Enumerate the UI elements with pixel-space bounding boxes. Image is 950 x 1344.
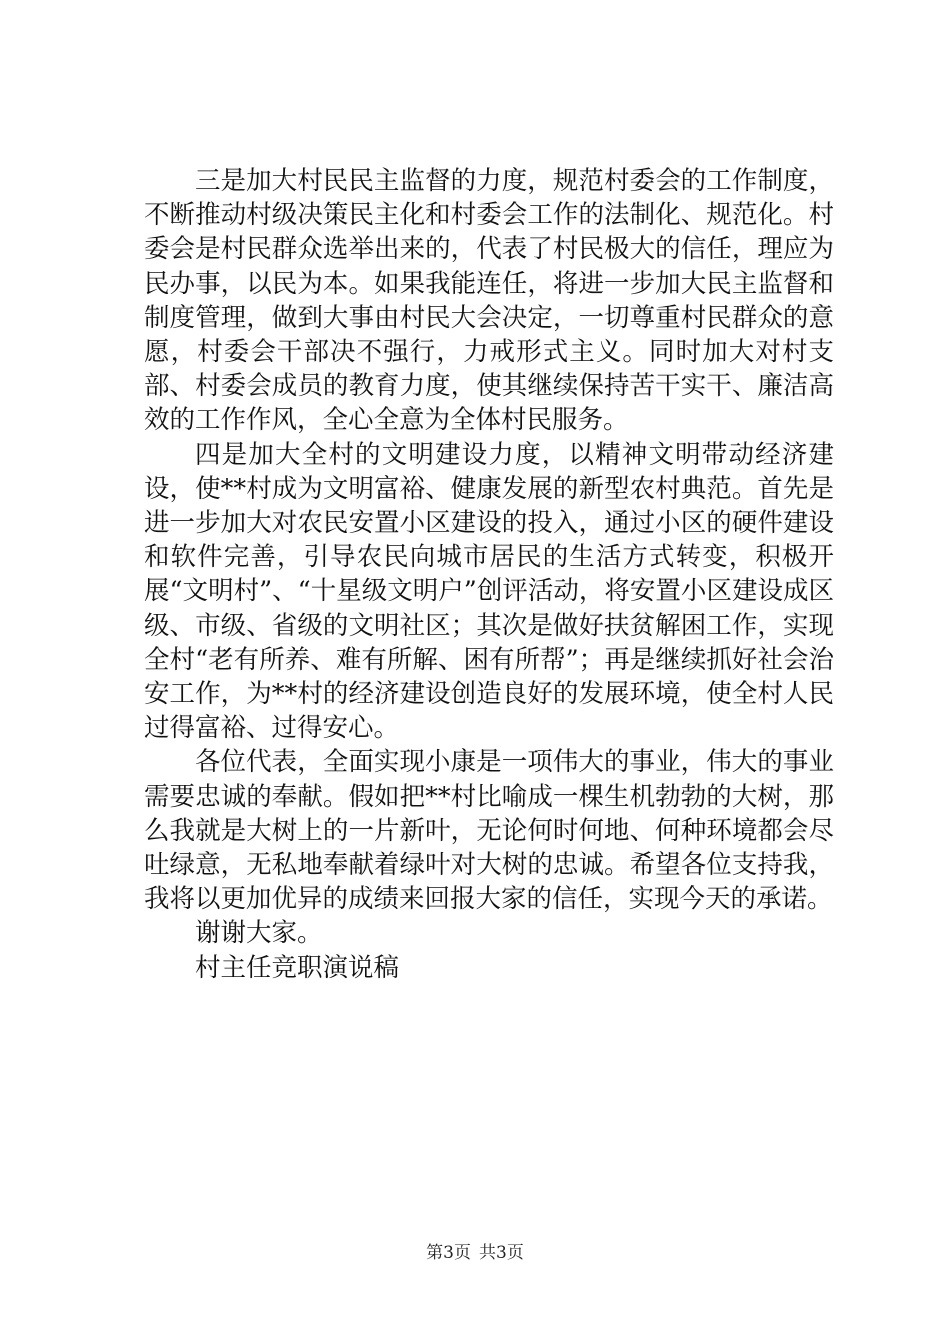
page-total: 共3页 — [479, 1243, 524, 1263]
page-footer — [0, 1242, 950, 1264]
document-body — [144, 164, 834, 985]
document-title-line: 村主任竞职演说稿 — [195, 952, 400, 983]
paragraph-supervision: 三是加大村民民主监督的力度，规范村委会的工作制度，不断推动村级决策民主化和村委会工作的法制化、规范化。村委会是村民群众选举出来的，代表了村民极大的信任，理应为民办事，以民为本。如果我能连任，将进一步加大民主监督和制度管理，做到大事由村民大会决定，一切尊重村民群众的意愿，村委会干部决不强行，力戒形式主义。同时加大对村支部、村委会成员的教育力度，使其继续保持苦干实干、廉洁高效的工作作风，全心全意为全体村民服务。 — [144, 166, 834, 436]
paragraph-thanks: 谢谢大家。 — [195, 918, 323, 949]
paragraph-civilization: 四是加大全村的文明建设力度，以精神文明带动经济建设，使**村成为文明富裕、健康发展的新型农村典范。首先是进一步加大对农民安置小区建设的投入，通过小区的硬件建设和软件完善，引导农民向城市居民的生活方式转变，积极开展“文明村”、“十星级文明户”创评活动，将安置小区建设成区级、市级、省级的文明社区；其次是做好扶贫解困工作，实现全村“老有所养、难有所解、困有所帮”；再是继续抓好社会治安工作，为**村的经济建设创造良好的发展环境，使全村人民过得富裕、过得安心。 — [144, 439, 834, 744]
page-number: 第3页 — [426, 1243, 471, 1263]
paragraph-closing: 各位代表，全面实现小康是一项伟大的事业，伟大的事业需要忠诚的奉献。假如把**村比喻成一棵生机勃勃的大树，那么我就是大树上的一片新叶，无论何时何地、何种环境都会尽吐绿意，无私地奉献着绿叶对大树的忠诚。希望各位支持我，我将以更加优异的成绩来回报大家的信任，实现今天的承诺。 — [144, 747, 834, 915]
